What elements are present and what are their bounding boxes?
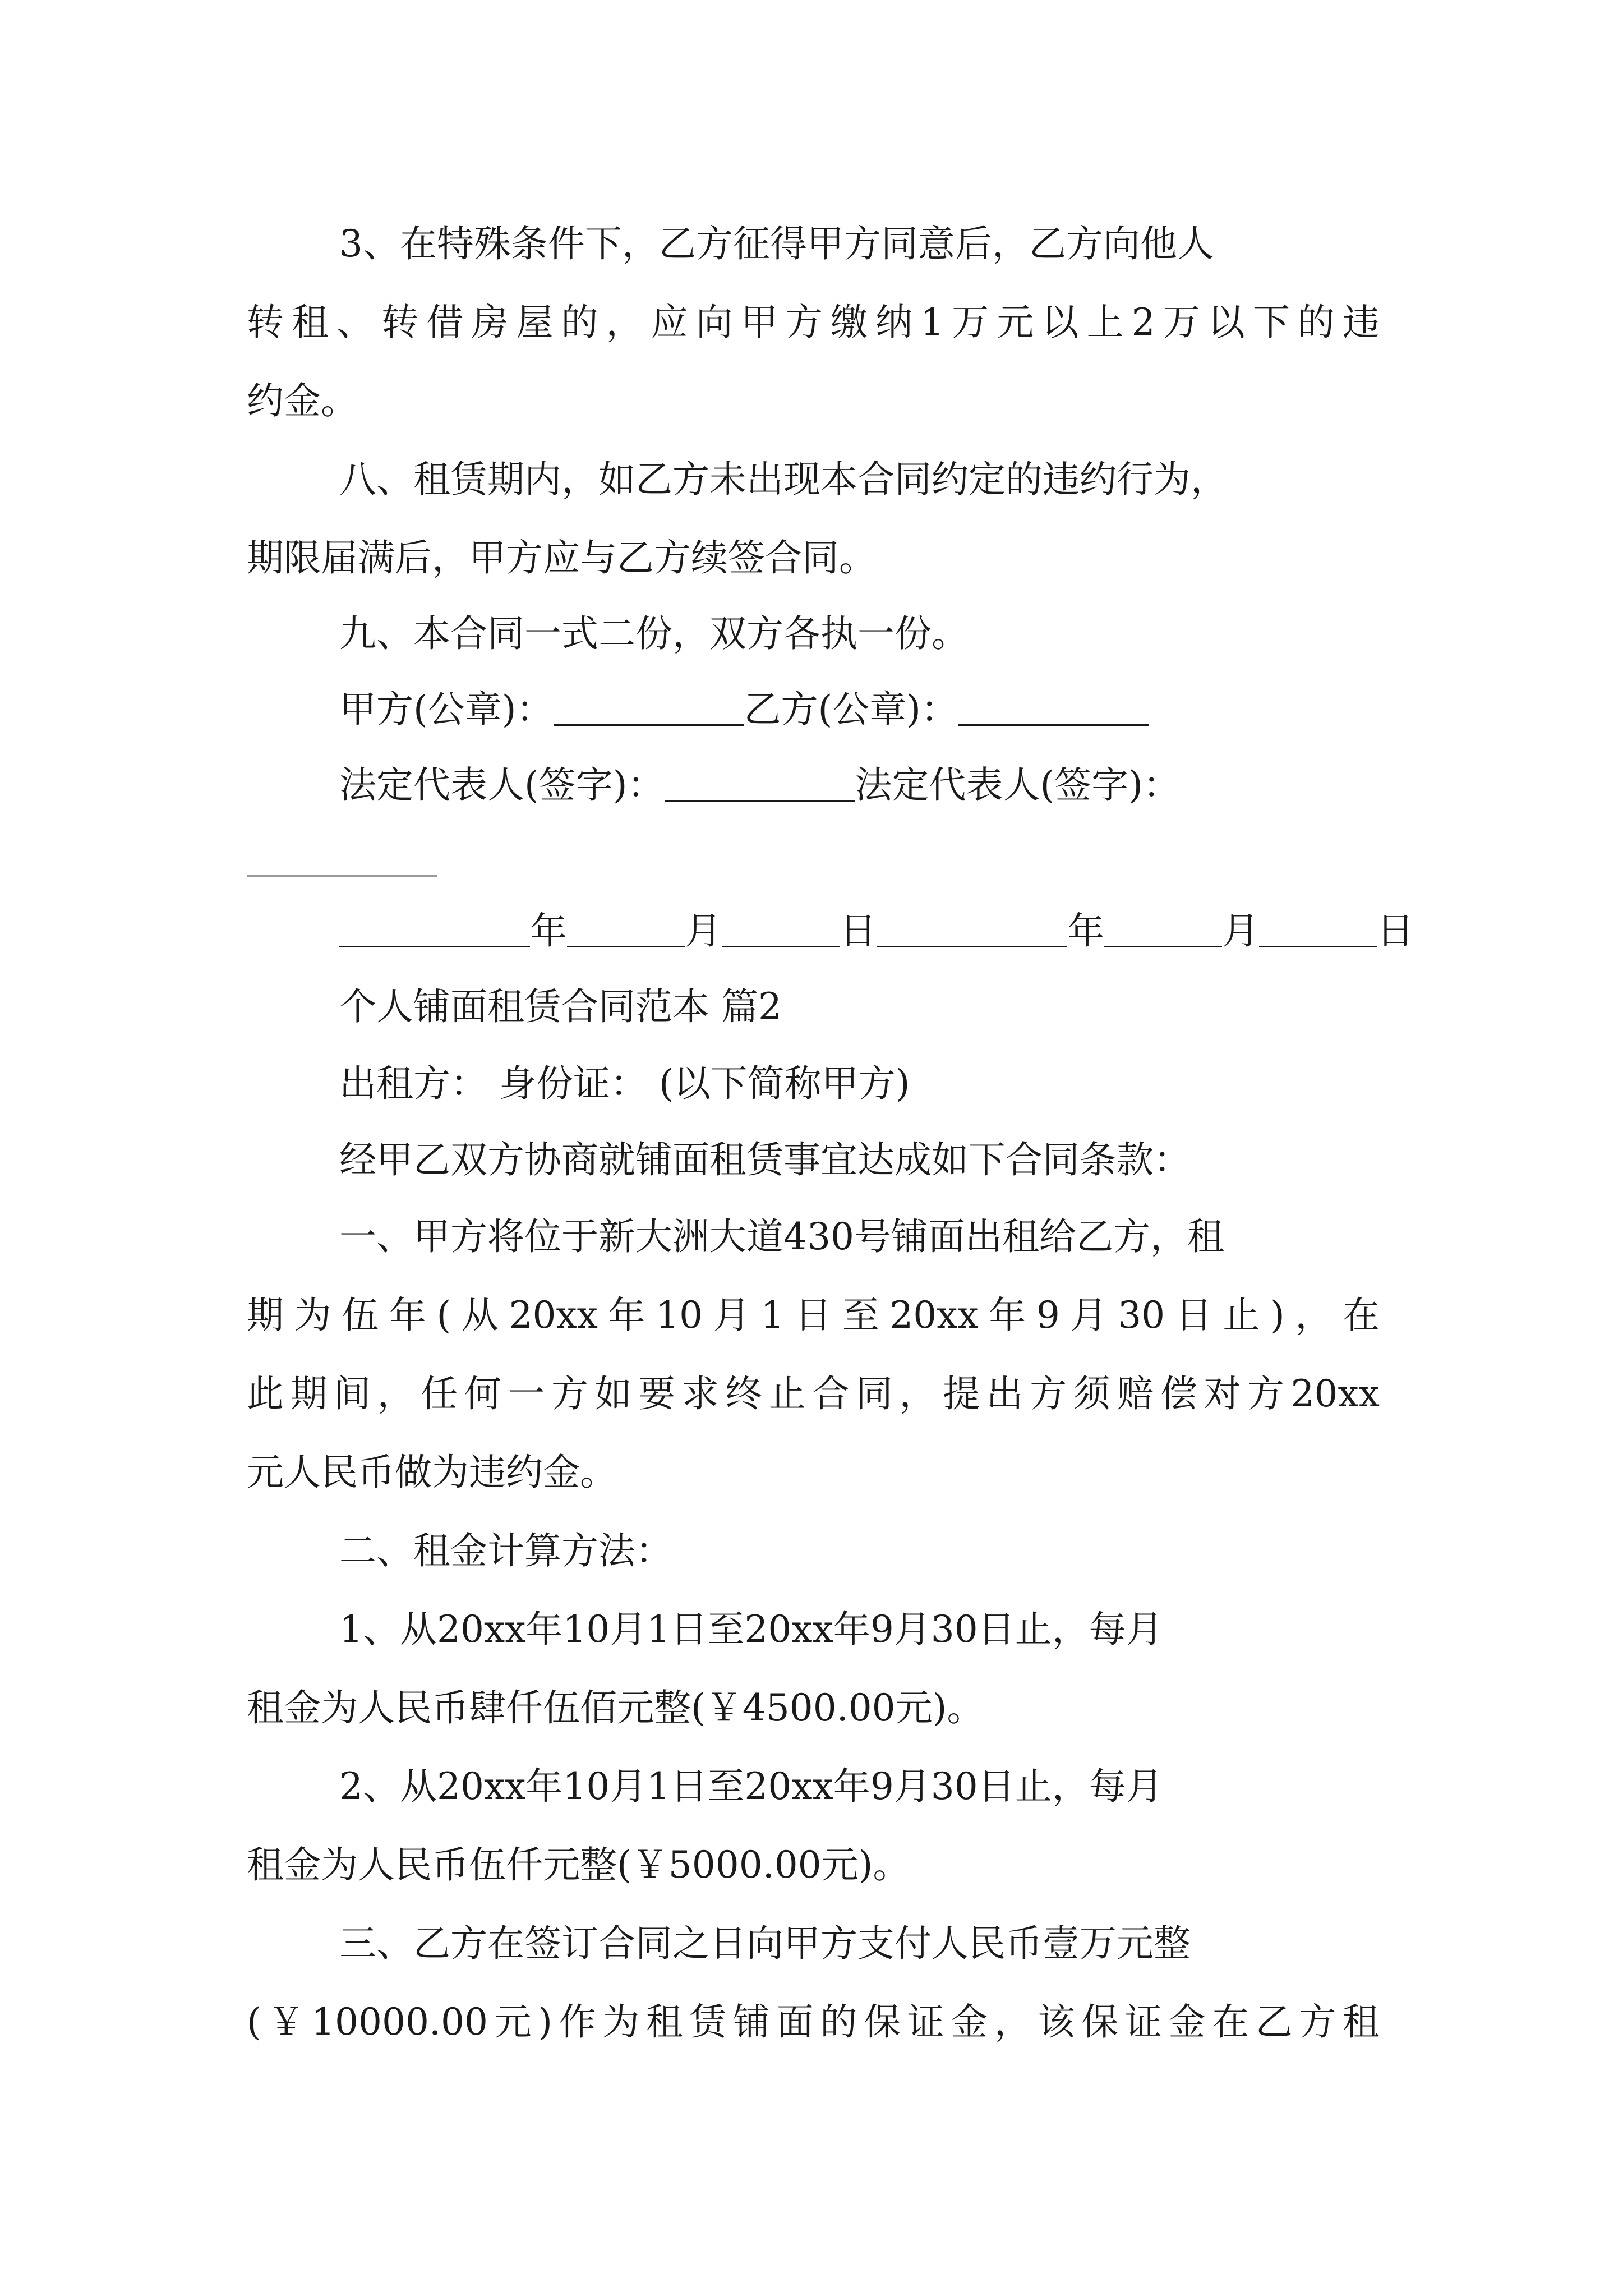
clause-9-line: 九、本合同一式二份，双方各执一份。 bbox=[339, 612, 969, 655]
article-3-line-2: (￥10000.00元)作为租赁铺面的保证金，该保证金在乙方租 bbox=[247, 2000, 1380, 2044]
article-2-1-line-1: 1、从20xx年10月1日至20xx年9月30日止，每月 bbox=[339, 1608, 1163, 1651]
article-2-1-line-2: 租金为人民币肆仟伍佰元整(￥4500.00元)。 bbox=[247, 1686, 984, 1729]
legal-rep-b-blank bbox=[247, 875, 437, 877]
legal-rep-a-label: 法定代表人(签字)： bbox=[339, 763, 665, 807]
article-3-line-1: 三、乙方在签订合同之日向甲方支付人民币壹万元整 bbox=[339, 1922, 1191, 1965]
lessor-line: 出租方： 身份证： (以下简称甲方) bbox=[339, 1062, 910, 1105]
day-a-label: 日 bbox=[840, 909, 877, 953]
month-a-blank bbox=[567, 910, 685, 947]
article-1-line-1: 一、甲方将位于新大洲大道430号铺面出租给乙方，租 bbox=[339, 1215, 1224, 1258]
legal-rep-line bbox=[339, 746, 1180, 825]
year-a-label: 年 bbox=[530, 909, 567, 953]
party-a-seal-label: 甲方(公章)： bbox=[339, 688, 554, 731]
intro-line: 经甲乙双方协商就铺面租赁事宜达成如下合同条款： bbox=[339, 1138, 1191, 1181]
month-b-label: 月 bbox=[1222, 909, 1259, 953]
party-seal-line bbox=[339, 670, 1149, 749]
party-b-seal-label: 乙方(公章)： bbox=[744, 688, 958, 731]
day-a-blank bbox=[722, 910, 840, 947]
clause-8-line-2: 期限届满后，甲方应与乙方续签合同。 bbox=[247, 536, 876, 579]
year-b-label: 年 bbox=[1067, 909, 1104, 953]
day-b-blank bbox=[1259, 910, 1377, 947]
year-a-blank bbox=[339, 910, 530, 947]
clause-7-3-line-2: 转租、转借房屋的，应向甲方缴纳1万元以上2万以下的违 bbox=[247, 301, 1380, 344]
clause-7-3-line-1: 3、在特殊条件下，乙方征得甲方同意后，乙方向他人 bbox=[339, 222, 1214, 265]
month-b-blank bbox=[1104, 910, 1222, 947]
clause-7-3-line-3: 约金。 bbox=[247, 379, 358, 422]
month-a-label: 月 bbox=[685, 909, 722, 953]
date-line bbox=[339, 892, 1414, 970]
legal-rep-a-blank bbox=[665, 765, 855, 802]
day-b-label: 日 bbox=[1377, 909, 1414, 953]
article-1-line-3: 此期间，任何一方如要求终止合同，提出方须赔偿对方20xx bbox=[247, 1372, 1380, 1415]
article-2-2-line-2: 租金为人民币伍仟元整(￥5000.00元)。 bbox=[247, 1843, 910, 1887]
article-2-heading: 二、租金计算方法： bbox=[339, 1529, 672, 1572]
year-b-blank bbox=[877, 910, 1067, 947]
party-b-seal-blank bbox=[958, 689, 1149, 726]
article-1-line-4: 元人民币做为违约金。 bbox=[247, 1451, 617, 1494]
legal-rep-b-label: 法定代表人(签字)： bbox=[855, 763, 1180, 807]
party-a-seal-blank bbox=[554, 689, 744, 726]
section-2-title: 个人铺面租赁合同范本 篇2 bbox=[339, 985, 782, 1028]
article-1-line-2: 期为伍年(从20xx年10月1日至20xx年9月30日止)，在 bbox=[247, 1294, 1380, 1337]
clause-8-line-1: 八、租赁期内，如乙方未出现本合同约定的违约行为， bbox=[339, 458, 1228, 501]
article-2-2-line-1: 2、从20xx年10月1日至20xx年9月30日止，每月 bbox=[339, 1765, 1163, 1808]
